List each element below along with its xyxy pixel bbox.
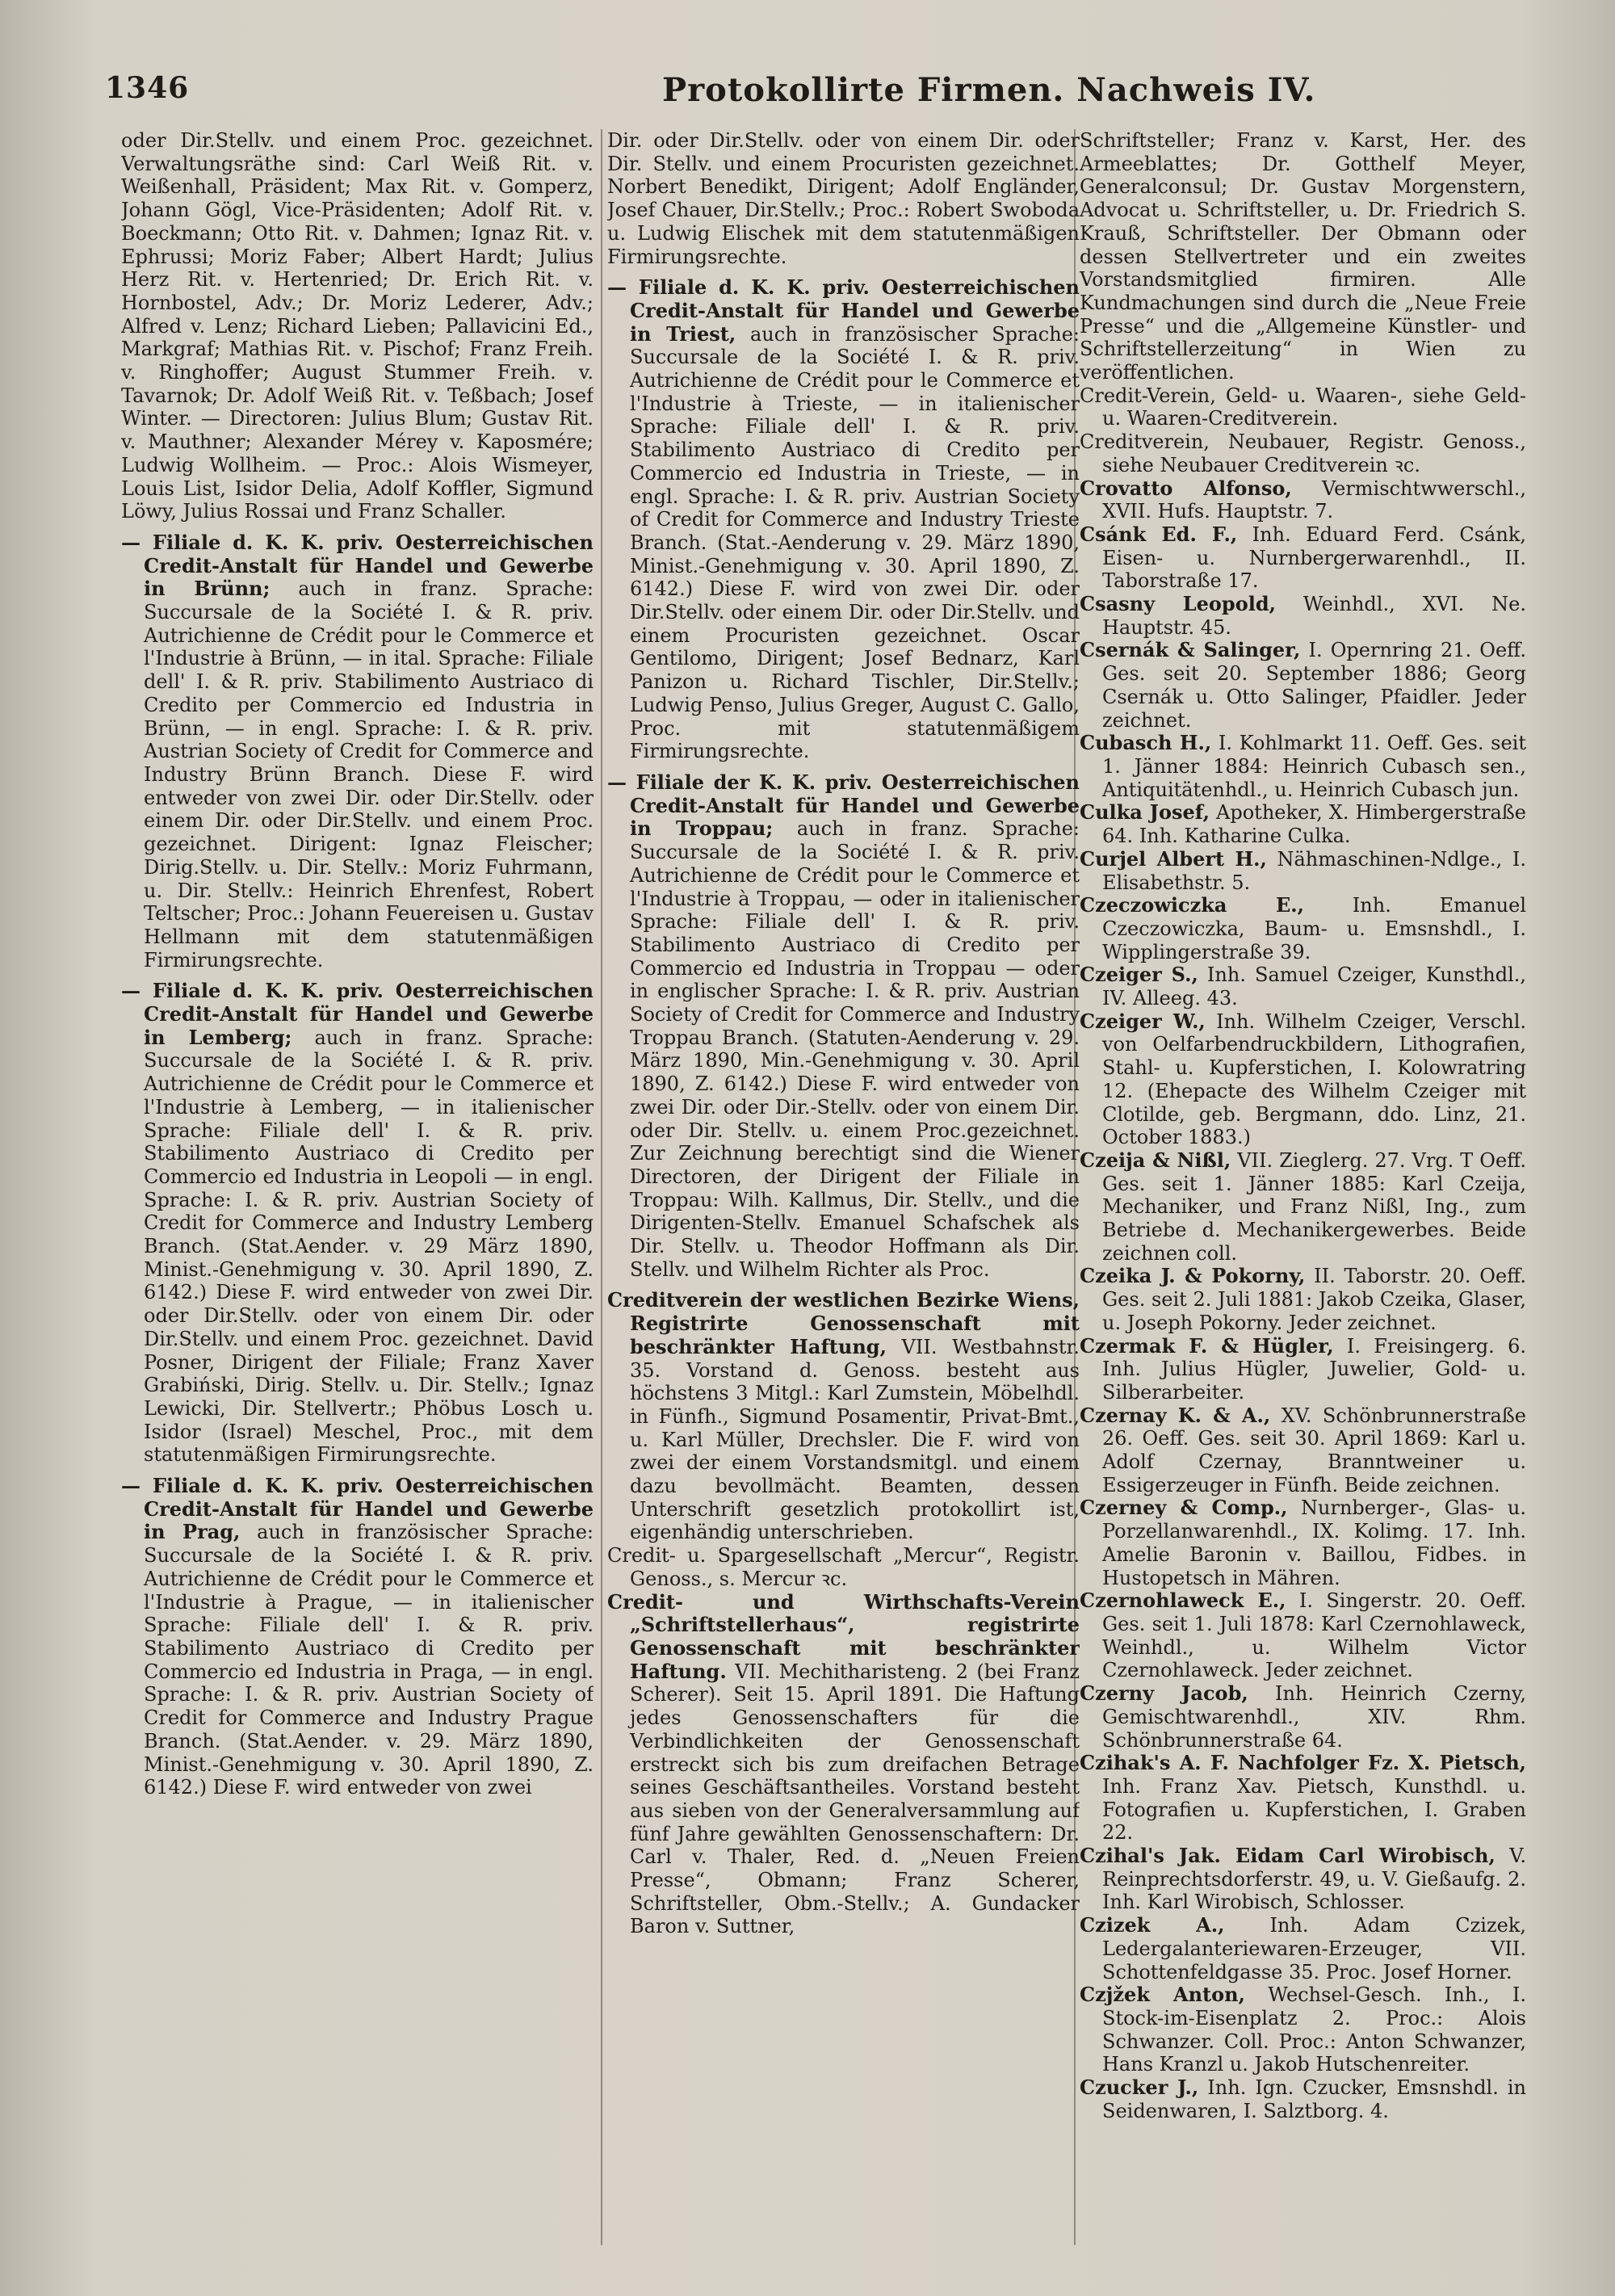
entry-name: Csernák & Salinger, — [1080, 638, 1301, 662]
directory-entry — [1080, 523, 1526, 593]
directory-entry — [1080, 894, 1526, 963]
entry-name: Czerny Jacob, — [1080, 1681, 1248, 1706]
directory-entry — [121, 531, 594, 972]
entry-text: Inh. Samuel Czeiger, Kunsthdl., IV. Alleeg. 43. — [1102, 963, 1526, 1010]
running-title: Protokollirte Firmen. Nachweis IV. — [662, 71, 1316, 109]
entry-text: oder Dir.Stellv. und einem Proc. gezeichnet. Verwaltungsräthe sind: Carl Weiß Rit. v. Weißenhall, Präsident; Max Rit. v. Gomperz, Johann Gögl, Vice-Präsidenten; Adolf Rit. v. Boeckmann; Otto Rit. v. Dahmen; Ignaz Rit. v. Ephrussi; Moriz Faber; Albert Hardt; Julius Herz Rit. v. Hertenried; Dr. Erich Rit. v. Hornbostel, Adv.; Dr. Moriz Lederer, Adv.; Alfred v. Lenz; Richard Lieben; Pallavicini Ed., Markgraf; Mathias Rit. v. Pischof; Franz Freih. v. Ringhoffer; August Stummer Freih. v. Tavarnok; Dr. Adolf Weiß Rit. v. Teßbach; Josef Winter. — Directoren: Julius Blum; Gustav Rit. v. Mauthner; Alexander Mérey v. Kaposmére; Ludwig Wollheim. — Proc.: Alois Wismeyer, Louis List, Isidor Delia, Adolf Koffler, Sigmund Löwy, Julius Rossai und Franz Schaller. — [121, 129, 594, 523]
entry-text: Inh. Ign. Czucker, Emsnshdl. in Seidenwaren, I. Salztborg. 4. — [1102, 2076, 1526, 2122]
entry-name: — Filiale d. K. K. priv. Oesterreichischen Credit-Anstalt für Handel und Gewerbe in Brünn; — [121, 530, 594, 601]
entry-text: VII. Mechitharisteng. 2 (bei Franz Scherer). Seit 15. April 1891. Die Haftung jedes Genossenschafters für die Verbindlichkeiten der Genossenschaft erstreckt sich bis zum dreifachen Betrage seines Geschäftsantheiles. Vorstand besteht aus sieben von der Generalversammlung auf fünf Jahre gewählten Genossenschaftern: Dr. Carl v. Thaler, Red. d. „Neuen Freien Presse“, Obmann; Franz Scherer, Schriftsteller, Obm.-Stellv.; A. Gundacker Baron v. Suttner, — [630, 1660, 1080, 1938]
entry-text: Wechsel-Gesch. Inh., I. Stock-im-Eisenplatz 2. Proc.: Alois Schwanzer. Coll. Proc.: Anton Schwanzer, Hans Kranzl u. Jakob Hutschenreiter. — [1102, 1983, 1526, 2076]
directory-entry — [1080, 1404, 1526, 1497]
entry-text: Inh. Eduard Ferd. Csánk, Eisen- u. Nurnbergerwarenhdl., II. Taborstraße 17. — [1102, 523, 1526, 593]
entry-name: Creditverein der westlichen Bezirke Wiens, Registrirte Genossenschaft mit beschränkter Haftung, — [607, 1288, 1080, 1358]
directory-entry — [607, 1544, 1080, 1590]
entry-name: Cubasch H., — [1080, 731, 1212, 755]
entry-text: Inh. Adam Czizek, Ledergalanteriewaren-Erzeuger, VII. Schottenfeldgasse 35. Proc. Josef Horner. — [1102, 1914, 1526, 1983]
entry-text: I. Freisingerg. 6. Inh. Julius Hügler, Juwelier, Gold- u. Silberarbeiter. — [1102, 1334, 1526, 1404]
page-header — [105, 71, 1510, 123]
entry-name: — Filiale d. K. K. priv. Oesterreichischen Credit-Anstalt für Handel und Gewerbe in Prag, — [121, 1474, 594, 1544]
directory-entry — [1080, 801, 1526, 847]
entry-text: auch in franz. Sprache: Succursale de la Société I. & R. priv. Autrichienne de Crédit pour le Commerce et l'Industrie à Lemberg, — in italienischer Sprache: Filiale dell' I. & R. priv. Stabilimento Austriaco di Credito per Commercio ed Industria in Leopoli — in engl. Sprache: I. & R. priv. Austrian Society of Credit for Commerce and Industry Lemberg Branch. (Stat.Aender. v. 29 März 1890, Minist.-Genehmigung v. 30. April 1890, Z. 6142.) Diese F. wird entweder von zwei Dir. oder Dir.Stellv. oder von einem Dir. oder Dir.Stellv. und einem Proc. gezeichnet. David Posner, Dirigent der Filiale; Franz Xaver Grabiński, Dirig. Stellv. u. Dir. Stellv.; Ignaz Lewicki, Dir. Stellvertr.; Phöbus Losch u. Isidor (Israel) Meschel, Proc., mit dem statutenmäßigen Firmirungsrechte. — [144, 1026, 594, 1467]
entry-name: Czeiger S., — [1080, 963, 1198, 987]
entry-text: Credit- u. Spargesellschaft „Mercur“, Registr. Genoss., s. Mercur ꝛc. — [607, 1544, 1080, 1590]
entry-name: Czeiger W., — [1080, 1009, 1206, 1033]
column-left — [121, 129, 594, 2261]
directory-entry — [1080, 1265, 1526, 1334]
entry-name: — Filiale d. K. K. priv. Oesterreichischen Credit-Anstalt für Handel und Gewerbe in Triest, — [607, 275, 1080, 346]
entry-text: Dir. oder Dir.Stellv. oder von einem Dir. oder Dir. Stellv. und einem Procuristen gezeichnet. Norbert Benedikt, Dirigent; Adolf Engländer, Josef Chauer, Dir.Stellv.; Proc.: Robert Swoboda u. Ludwig Elischek mit dem statutenmäßigen Firmirungsrechte. — [607, 129, 1080, 268]
column-middle — [607, 129, 1080, 2261]
entry-text: Nähmaschinen-Ndlge., I. Elisabethstr. 5. — [1102, 847, 1526, 894]
directory-entry — [607, 771, 1080, 1281]
entry-text: VII. Westbahnstr. 35. Vorstand d. Genoss. besteht aus höchstens 3 Mitgl.: Karl Zumstein, Möbelhdl. in Fünfh., Sigmund Posamentir, Privat-Bmt., u. Karl Müller, Drechsler. Die F. wird von zwei der einem Vorstandsmitgl. und einem dazu bevollmächt. Beamten, dessen Unterschrift gesetzlich protokollirt ist, eigenhändig unterschrieben. — [630, 1335, 1080, 1544]
entry-text: II. Taborstr. 20. Oeff. Ges. seit 2. Juli 1881: Jakob Czeika, Glaser, u. Joseph Pokorny. Jeder zeichnet. — [1102, 1265, 1526, 1334]
entry-name: Czihak's A. F. Nachfolger Fz. X. Pietsch, — [1080, 1751, 1526, 1775]
directory-entry — [1080, 1983, 1526, 2076]
directory-entry — [1080, 1845, 1526, 1914]
entry-name: Czeija & Nißl, — [1080, 1148, 1231, 1172]
entry-name: Czeczowiczka E., — [1080, 893, 1304, 917]
column-right — [1080, 129, 1526, 2261]
directory-entry — [1080, 1589, 1526, 1682]
directory-entry — [1080, 2076, 1526, 2122]
entry-name: Czizek A., — [1080, 1913, 1225, 1937]
entry-text: Inh. Franz Xav. Pietsch, Kunsthdl. u. Fotografien u. Kupferstichen, I. Graben 22. — [1102, 1774, 1526, 1845]
entry-text: Inh. Emanuel Czeczowiczka, Baum- u. Emsnshdl., I. Wipplingerstraße 39. — [1102, 894, 1526, 963]
column-divider — [601, 129, 602, 2245]
entry-name: Czernay K. & A., — [1080, 1403, 1271, 1427]
entry-text: auch in französischer Sprache: Succursale de la Société I. & R. priv. Autrichienne de Crédit pour le Commerce et l'Industrie à Trieste, — in italienischer Sprache: Filiale dell' I. & R. priv. Stabilimento Austriaco di Credito per Commercio ed Industria in Trieste, — in engl. Sprache: I. & R. priv. Austrian Society of Credit for Commerce and Industry Trieste Branch. (Stat.-Aenderung v. 29. März 1890, Minist.-Genehmigung v. 30. April 1890, Z. 6142.) Diese F. wird von zwei Dir. oder Dir.Stellv. oder einem Dir. oder Dir.Stellv. und einem Procuristen gezeichnet. Oscar Gentilomo, Dirigent; Josef Bednarz, Karl Panizon u. Richard Tischler, Dir.Stellv.; Ludwig Penso, Julius Greger, August C. Gallo, Proc. mit statutenmäßigem Firmirungsrechte. — [630, 322, 1080, 763]
directory-entry — [1080, 1149, 1526, 1266]
entry-text: Schriftsteller; Franz v. Karst, Her. des Armeeblattes; Dr. Gotthelf Meyer, Generalconsul; Dr. Gustav Morgenstern, Advocat u. Schriftsteller, u. Dr. Friedrich S. Krauß, Schriftsteller. Der Obmann oder dessen Stellvertreter und ein zweites Vorstandsmitglied firmiren. Alle Kundmachungen sind durch die „Neue Freie Presse“ und die „Allgemeine Künstler- und Schriftstellerzeitung“ in Wien zu veröffentlichen. — [1080, 129, 1526, 384]
directory-entry — [1080, 963, 1526, 1009]
entry-text: auch in franz. Sprache: Succursale de la Société I. & R. priv. Autrichienne de Crédit pour le Commerce et l'Industrie à Brünn, — in ital. Sprache: Filiale dell' I. & R. priv. Stabilimento Austriaco di Credito per Commercio ed Industria in Brünn, — in engl. Sprache: I. & R. priv. Austrian Society of Credit for Commerce and Industry Brünn Branch. Diese F. wird entweder von zwei Dir. oder Dir.Stellv. oder einem Dir. oder Dir.Stellv. und einem Proc. gezeichnet. Dirigent: Ignaz Fleischer; Dirig.Stellv. u. Dir. Stellv.: Moriz Fuhrmann, u. Dir. Stellv.: Heinrich Ehrenfest, Robert Teltscher; Proc.: Johann Feuereisen u. Gustav Hellmann mit dem statutenmäßigen Firmirungsrechte. — [144, 577, 594, 972]
directory-entry — [607, 1289, 1080, 1544]
entry-text: auch in franz. Sprache: Succursale de la Société I. & R. priv. Autrichienne de Crédit pour le Commerce et l'Industrie à Troppau, — oder in italienischer Sprache: Filiale dell' I. & R. priv. Stabilimento Austriaco di Credito per Commercio ed Industria in Troppau — oder in englischer Sprache: I. & R. priv. Austrian Society of Credit for Commerce and Industry Troppau Branch. (Statuten-Aenderung v. 29. März 1890, Min.-Genehmigung v. 30. April 1890, Z. 6142.) Diese F. wird entweder von zwei Dir. oder Dir.-Stellv. oder von einem Dir. oder Dir. Stellv. u. einem Proc.gezeichnet. Zur Zeichnung berechtigt sind die Wiener Directoren, der Dirigent der Filiale in Troppau: Wilh. Kallmus, Dir. Stellv., und die Dirigenten-Stellv. Emanuel Schafschek als Dir. Stellv. u. Theodor Hoffmann als Dir. Stellv. und Wilhelm Richter als Proc. — [630, 817, 1080, 1281]
entry-text: Creditverein, Neubauer, Registr. Genoss., siehe Neubauer Creditverein ꝛc. — [1080, 430, 1526, 476]
directory-entry — [1080, 1496, 1526, 1589]
entry-text: Credit-Verein, Geld- u. Waaren-, siehe Geld- u. Waaren-Creditverein. — [1080, 384, 1526, 430]
entry-name: Czernohlaweck E., — [1080, 1589, 1286, 1613]
directory-entry — [1080, 732, 1526, 801]
entry-text: Apotheker, X. Himbergerstraße 64. Inh. Katharine Culka. — [1102, 801, 1526, 848]
directory-entry — [1080, 1335, 1526, 1404]
entry-text: Vermischtwwerschl., XVII. Hufs. Hauptstr. 7. — [1102, 476, 1526, 523]
entry-text: Weinhdl., XVI. Ne. Hauptstr. 45. — [1102, 593, 1526, 639]
entry-name: Credit- und Wirthschafts-Verein „Schriftstellerhaus“, registrirte Genossenschaft mit beschränkter Haftung. — [607, 1589, 1080, 1683]
directory-entry — [121, 1475, 594, 1799]
entry-name: Crovatto Alfonso, — [1080, 476, 1292, 500]
directory-entry — [1080, 639, 1526, 732]
entry-name: Csasny Leopold, — [1080, 592, 1276, 616]
entry-text: Nurnberger-, Glas- u. Porzellanwarenhdl., IX. Kolimg. 17. Inh. Amelie Baronin v. Baillou, Fidbes. in Hustopetsch in Mähren. — [1102, 1496, 1526, 1589]
directory-entry — [1080, 430, 1526, 476]
directory-entry — [1080, 1682, 1526, 1752]
entry-text: Inh. Heinrich Czerny, Gemischtwarenhdl., XIV. Rhm. Schönbrunnerstraße 64. — [1102, 1682, 1526, 1752]
directory-entry — [1080, 129, 1526, 384]
entry-name: Czihal's Jak. Eidam Carl Wirobisch, — [1080, 1844, 1495, 1868]
entry-name: Czjžek Anton, — [1080, 1983, 1245, 2007]
page-number: 1346 — [105, 71, 190, 105]
entry-text: I. Kohlmarkt 11. Oeff. Ges. seit 1. Jänner 1884: Heinrich Cubasch sen., Antiquitätenhdl., u. Heinrich Cubasch jun. — [1102, 732, 1526, 801]
entry-name: Czucker J., — [1080, 2076, 1199, 2100]
directory-entry — [1080, 593, 1526, 639]
entry-name: — Filiale d. K. K. priv. Oesterreichischen Credit-Anstalt für Handel und Gewerbe in Lemberg; — [121, 979, 594, 1049]
directory-entry — [607, 276, 1080, 763]
directory-entry — [121, 129, 594, 523]
directory-entry — [121, 980, 594, 1467]
entry-name: Czermak F. & Hügler, — [1080, 1333, 1334, 1358]
entry-name: Curjel Albert H., — [1080, 846, 1267, 871]
directory-entry — [1080, 1752, 1526, 1845]
entry-text: I. Singerstr. 20. Oeff. Ges. seit 1. Juli 1878: Karl Czernohlaweck, Weinhdl., u. Wilhelm Victor Czernohlaweck. Jeder zeichnet. — [1102, 1589, 1526, 1682]
entry-name: Culka Josef, — [1080, 800, 1210, 825]
directory-entry — [1080, 1010, 1526, 1149]
directory-entry — [607, 1591, 1080, 1939]
directory-entry — [1080, 477, 1526, 523]
entry-name: Csánk Ed. F., — [1080, 522, 1238, 546]
entry-name: Czeika J. & Pokorny, — [1080, 1264, 1306, 1288]
entry-text: auch in französischer Sprache: Succursale de la Société I. & R. priv. Autrichienne de Crédit pour le Commerce et l'Industrie à Prague, — in italienischer Sprache: Filiale dell' I. & R. priv. Stabilimento Austriaco di Credito per Commercio ed Industria in Praga, — in engl. Sprache: I. & R. priv. Austrian Society of Credit for Commerce and Industry Prague Branch. (Stat.Aender. v. 29. März 1890, Minist.-Genehmigung v. 30. April 1890, Z. 6142.) Diese F. wird entweder von zwei — [144, 1521, 594, 1799]
directory-entry — [1080, 384, 1526, 430]
directory-entry — [1080, 848, 1526, 894]
directory-entry — [1080, 1914, 1526, 1983]
entry-text: V. Reinprechtsdorferstr. 49, u. V. Gießaufg. 2. Inh. Karl Wirobisch, Schlosser. — [1102, 1845, 1526, 1914]
entry-text: Inh. Wilhelm Czeiger, Verschl. von Oelfarbendruckbildern, Lithografien, Stahl- u. Kupferstichen, I. Kolowratring 12. (Ehepacte des Wilhelm Czeiger mit Clotilde, geb. Bergmann, ddo. Linz, 21. October 1883.) — [1102, 1009, 1526, 1149]
entry-name: Czerney & Comp., — [1080, 1496, 1288, 1520]
entry-name: — Filiale der K. K. priv. Oesterreichischen Credit-Anstalt für Handel und Gewerbe in Troppau; — [607, 770, 1080, 841]
entry-text: XV. Schönbrunnerstraße 26. Oeff. Ges. seit 30. April 1869: Karl u. Adolf Czernay, Branntweiner u. Essigerzeuger in Fünfh. Beide zeichnen. — [1102, 1404, 1526, 1496]
entry-text: I. Opernring 21. Oeff. Ges. seit 20. September 1886; Georg Csernák u. Otto Salinger, Pfaidler. Jeder zeichnet. — [1102, 639, 1526, 732]
entry-text: VII. Zieglerg. 27. Vrg. T Oeff. Ges. seit 1. Jänner 1885: Karl Czeija, Mechaniker, und Franz Nißl, Ing., zum Betriebe d. Mechanikergewerbes. Beide zeichnen coll. — [1102, 1148, 1526, 1265]
directory-entry — [607, 129, 1080, 268]
